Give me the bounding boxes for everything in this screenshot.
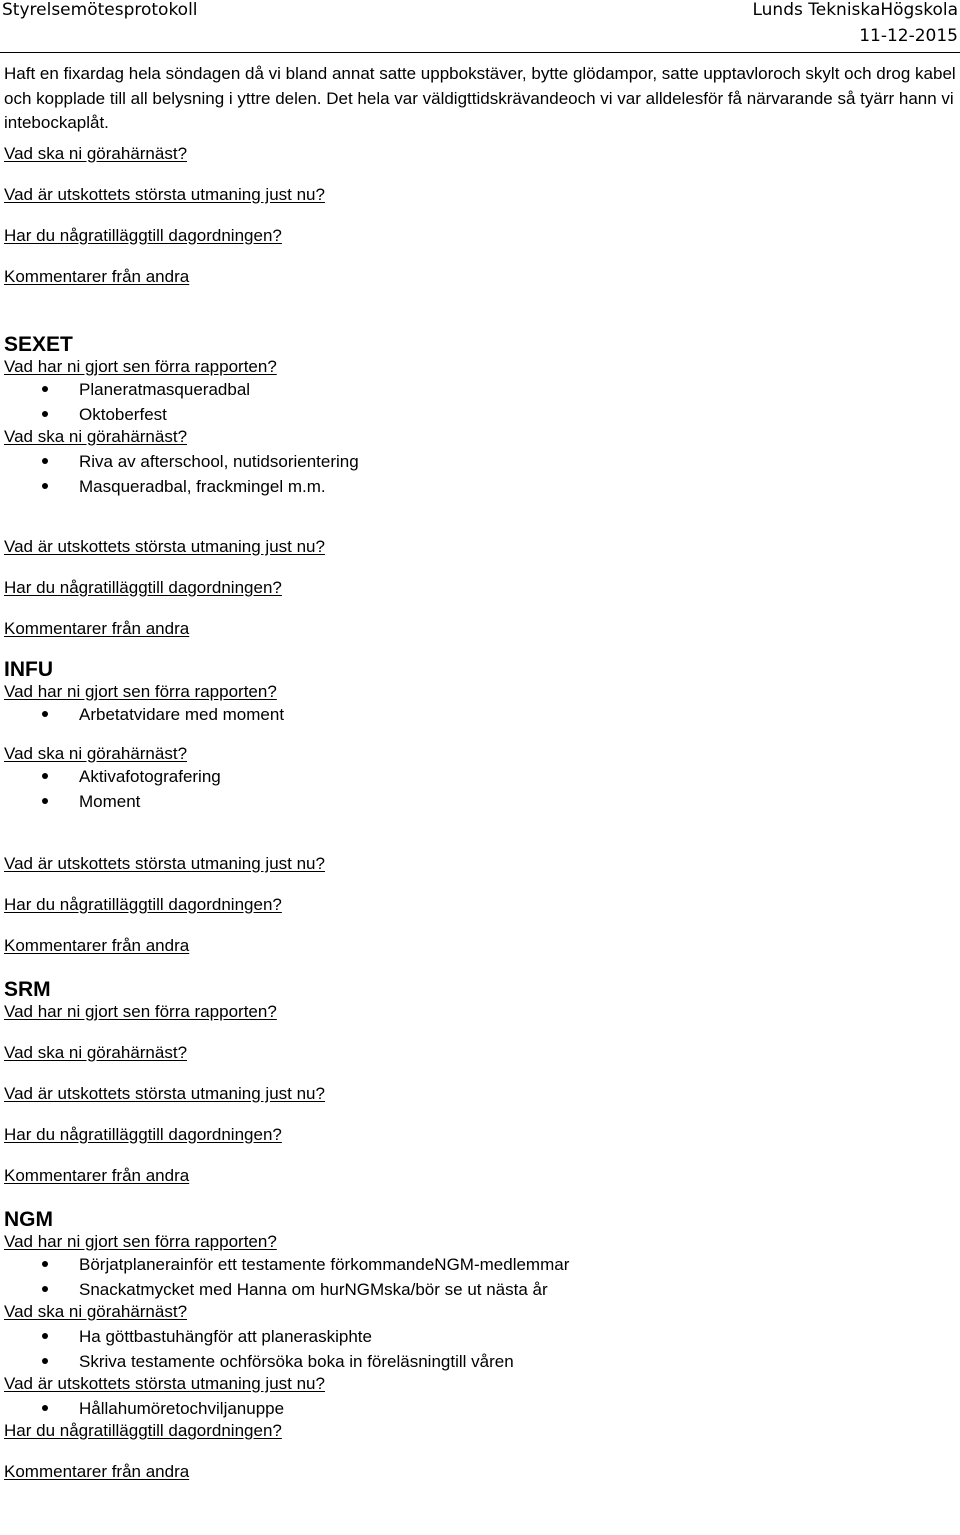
question-challenge: Vad är utskottets största utmaning just nu? <box>4 1373 325 1393</box>
question-next: Vad ska ni görahärnäst? <box>4 1042 188 1062</box>
question-comments: Kommentarer från andra <box>4 618 190 638</box>
question-done: Vad har ni gjort sen förra rapporten? <box>4 1001 277 1021</box>
bullet-icon <box>42 773 48 779</box>
section-infu <box>4 658 956 956</box>
question-challenge: Vad är utskottets största utmaning just nu? <box>4 853 325 873</box>
bullet-icon <box>42 798 48 804</box>
question-agenda: Har du någratilläggtill dagordningen? <box>4 577 282 597</box>
question-challenge: Vad är utskottets största utmaning just nu? <box>4 536 325 556</box>
list-item: Planeratmasqueradbal <box>4 377 956 402</box>
question-comments: Kommentarer från andra <box>4 1165 190 1185</box>
question-agenda: Har du någratilläggtill dagordningen? <box>4 1124 282 1144</box>
bullet-icon <box>42 1405 48 1411</box>
document-body <box>4 62 956 1482</box>
list-item: Arbetatvidare med moment <box>4 702 956 727</box>
bullet-icon <box>42 386 48 392</box>
list-item: Hållahumöretochviljanuppe <box>4 1396 956 1421</box>
done-list <box>4 1252 956 1302</box>
bullet-icon <box>42 411 48 417</box>
section-heading: SRM <box>4 977 51 1001</box>
list-item: Aktivafotografering <box>4 764 956 789</box>
question-next: Vad ska ni görahärnäst? <box>4 743 188 763</box>
section-heading: SEXET <box>4 332 73 356</box>
document-title: Styrelsemötesprotokoll <box>2 0 198 20</box>
next-list <box>4 764 956 814</box>
intro-paragraph: Haft en fixardag hela söndagen då vi bland annat satte uppbokstäver, bytte glödampor, satte upptavloroch skylt och drog kabel och kopplade till all belysning i yttre delen. Det hela var väldigttidskrävandeoch vi var alldelesför få närvarande så tyärr hann vi intebockaplåt. <box>4 64 956 132</box>
question-next: Vad ska ni görahärnäst? <box>4 1301 188 1321</box>
list-item: Oktoberfest <box>4 402 956 427</box>
question-challenge: Vad är utskottets största utmaning just nu? <box>4 184 325 204</box>
bullet-icon <box>42 711 48 717</box>
next-list <box>4 1324 956 1374</box>
section-heading: NGM <box>4 1207 53 1231</box>
section-srm <box>4 978 956 1186</box>
bullet-icon <box>42 458 48 464</box>
done-list <box>4 702 956 727</box>
question-agenda: Har du någratilläggtill dagordningen? <box>4 1420 282 1440</box>
question-next: Vad ska ni görahärnäst? <box>4 143 188 163</box>
list-item: Skriva testamente ochförsöka boka in föreläsningtill våren <box>4 1349 956 1374</box>
bullet-icon <box>42 1286 48 1292</box>
question-done: Vad har ni gjort sen förra rapporten? <box>4 1231 277 1251</box>
bullet-icon <box>42 1333 48 1339</box>
document-date: 11-12-2015 <box>859 26 958 46</box>
list-item: Riva av afterschool, nutidsorientering <box>4 449 956 474</box>
question-challenge: Vad är utskottets största utmaning just nu? <box>4 1083 325 1103</box>
page-header <box>0 0 960 52</box>
question-next: Vad ska ni görahärnäst? <box>4 426 188 446</box>
question-done: Vad har ni gjort sen förra rapporten? <box>4 681 277 701</box>
question-agenda: Har du någratilläggtill dagordningen? <box>4 225 282 245</box>
question-comments: Kommentarer från andra <box>4 935 190 955</box>
list-item: Moment <box>4 789 956 814</box>
question-done: Vad har ni gjort sen förra rapporten? <box>4 356 277 376</box>
question-comments: Kommentarer från andra <box>4 266 190 286</box>
list-item: Börjatplanerainför ett testamente förkommandeNGM-medlemmar <box>4 1252 956 1277</box>
bullet-icon <box>42 483 48 489</box>
list-item: Snackatmycket med Hanna om hurNGMska/bör se ut nästa år <box>4 1277 956 1302</box>
list-item: Ha göttbastuhängför att planeraskiphte <box>4 1324 956 1349</box>
bullet-icon <box>42 1261 48 1267</box>
section-heading: INFU <box>4 657 53 681</box>
organization-name: Lunds TekniskaHögskola <box>752 0 958 20</box>
list-item: Masqueradbal, frackmingel m.m. <box>4 474 956 499</box>
header-divider <box>0 52 960 53</box>
question-agenda: Har du någratilläggtill dagordningen? <box>4 894 282 914</box>
next-list <box>4 449 956 499</box>
bullet-icon <box>42 1358 48 1364</box>
done-list <box>4 377 956 427</box>
challenge-list <box>4 1396 956 1421</box>
section-ngm <box>4 1208 956 1482</box>
section-sexet <box>4 333 956 639</box>
question-comments: Kommentarer från andra <box>4 1461 190 1481</box>
